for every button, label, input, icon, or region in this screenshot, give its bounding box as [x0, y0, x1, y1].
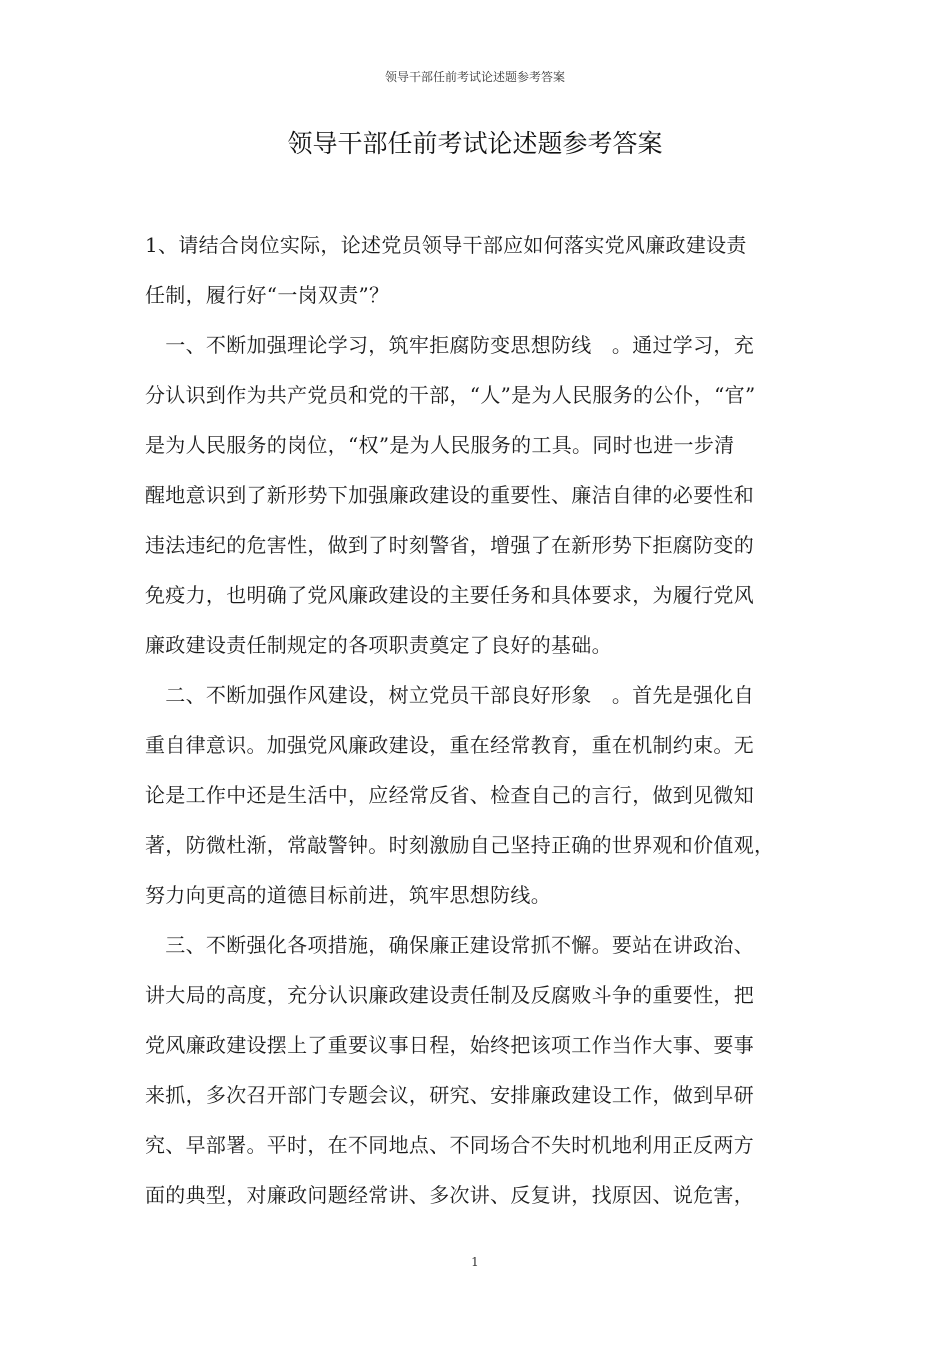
body-line: 免疫力，也明确了党风廉政建设的主要任务和具体要求，为履行党风: [145, 583, 754, 607]
body-line: 究、早部署。平时，在不同地点、不同场合不失时机地利用正反两方: [145, 1133, 754, 1157]
body-line: 违法违纪的危害性，做到了时刻警省，增强了在新形势下拒腐防变的: [145, 533, 754, 557]
body-line: 讲大局的高度，充分认识廉政建设责任制及反腐败斗争的重要性，把: [145, 983, 754, 1007]
body-line: 努力向更高的道德目标前进，筑牢思想防线。: [145, 883, 551, 907]
body-line: 党风廉政建设摆上了重要议事日程，始终把该项工作当作大事、要事: [145, 1033, 754, 1057]
body-line: 1、请结合岗位实际，论述党员领导干部应如何落实党风廉政建设责: [145, 233, 747, 257]
body-line: 分认识到作为共产党员和党的干部，“人”是为人民服务的公仆，“官”: [145, 383, 756, 407]
body-line: 重自律意识。加强党风廉政建设，重在经常教育，重在机制约束。无: [145, 733, 754, 757]
body-line: 醒地意识到了新形势下加强廉政建设的重要性、廉洁自律的必要性和: [145, 483, 754, 507]
body-line: 二、不断加强作风建设，树立党员干部良好形象 。首先是强化自: [145, 683, 754, 707]
body-line: 一、不断加强理论学习，筑牢拒腐防变思想防线 。通过学习，充: [145, 333, 754, 357]
body-line: 著，防微杜渐，常敲警钟。时刻激励自己坚持正确的世界观和价值观，: [145, 833, 775, 857]
body-line: 三、不断强化各项措施，确保廉正建设常抓不懈。要站在讲政治、: [145, 933, 754, 957]
body-line: 面的典型，对廉政问题经常讲、多次讲、反复讲，找原因、说危害，: [145, 1183, 754, 1207]
body-line: 是为人民服务的岗位，“权”是为人民服务的工具。同时也进一步清: [145, 433, 735, 457]
document-title: 领导干部任前考试论述题参考答案: [287, 129, 663, 158]
running-header: 领导干部任前考试论述题参考答案: [384, 70, 565, 84]
body-line: 廉政建设责任制规定的各项职责奠定了良好的基础。: [145, 633, 612, 657]
body-line: 任制，履行好“一岗双责”？: [145, 283, 390, 307]
body-line: 论是工作中还是生活中，应经常反省、检查自己的言行，做到见微知: [145, 783, 754, 807]
body-line: 来抓，多次召开部门专题会议，研究、安排廉政建设工作，做到早研: [145, 1083, 754, 1107]
page-number: 1: [471, 1255, 479, 1269]
